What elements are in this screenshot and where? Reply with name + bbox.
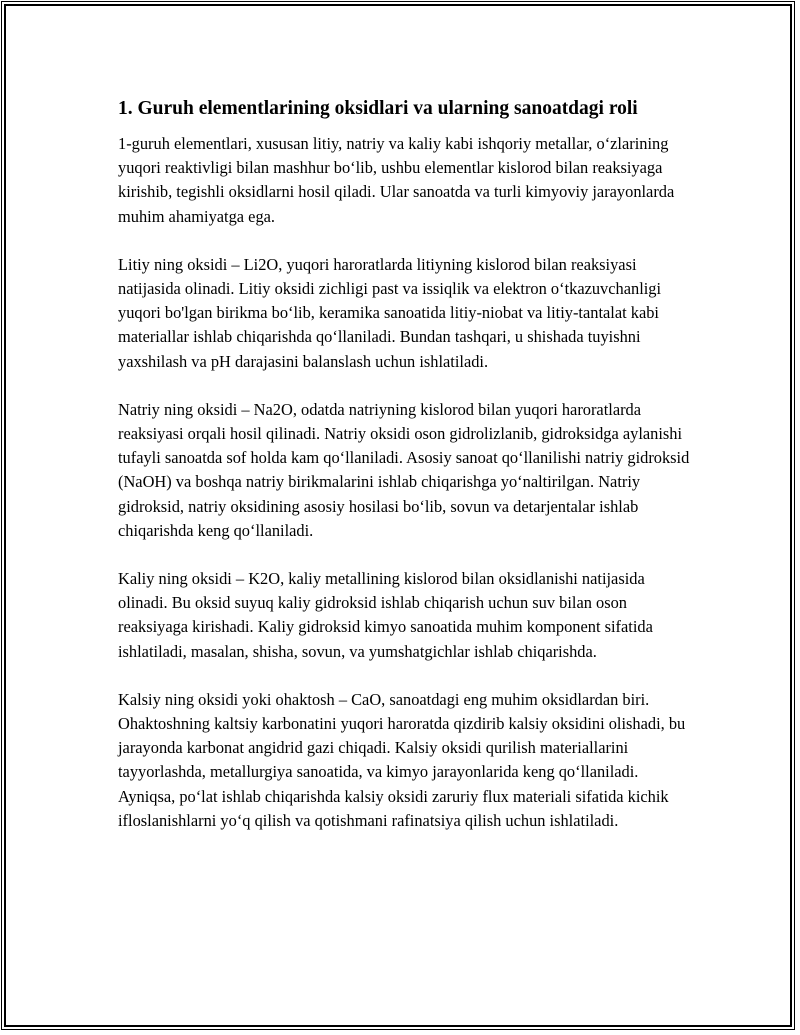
paragraph-calcium-oxide: Kalsiy ning oksidi yoki ohaktosh – CaO, sanoatdagi eng muhim oksidlardan biri. Ohaktoshning kaltsiy karbonatini yuqori haroratda qizdirib kalsiy oksidini olishadi, bu jarayonda karbonat angidrid gazi chiqadi. Kalsiy oksidi qurilish materiallarini tayyorlashda, metallurgiya sanoatida, va kimyo jarayonlarida keng qo‘llaniladi. Ayniqsa, po‘lat ishlab chiqarishda kalsiy oksidi zaruriy flux materiali sifatida kichik ifloslanishlarni yo‘q qilish va qotishmani rafinatsiya qilish uchun ishlatiladi.: [118, 689, 686, 830]
section-heading: 1. Guruh elementlarining oksidlari va ularning sanoatdagi roli: [118, 98, 638, 119]
paragraph-sodium-oxide: Natriy ning oksidi – Na2O, odatda natriyning kislorod bilan yuqori haroratlarda reaksiyasi orqali hosil qilinadi. Natriy oksidi oson gidrolizlanib, gidroksidga aylanishi tufayli sanoatda sof holda kam qo‘llaniladi. Asosiy sanoat qo‘llanilishi natriy gidroksid (NaOH) va boshqa natriy birikmalarini ishlab chiqarishga yo‘naltirilgan. Natriy gidroksid, natriy oksidining asosiy hosilasi bo‘lib, sovun va detarjentalar ishlab chiqarishda keng qo‘llaniladi.: [118, 399, 690, 540]
document-body: [118, 96, 690, 857]
paragraph-intro: 1-guruh elementlari, xususan litiy, natriy va kaliy kabi ishqoriy metallar, o‘zlarining yuqori reaktivligi bilan mashhur bo‘lib, ushbu elementlar kislorod bilan reaksiyaga kirishib, tegishli oksidlarni hosil qiladi. Ular sanoatda va turli kimyoviy jarayonlarda muhim ahamiyatga ega.: [118, 134, 675, 226]
paragraph-lithium-oxide: Litiy ning oksidi – Li2O, yuqori haroratlarda litiyning kislorod bilan reaksiyasi natijasida olinadi. Litiy oksidi zichligi past va issiqlik va elektron o‘tkazuvchanligi yuqori bo'lgan birikma bo‘lib, keramika sanoatida litiy-niobat va litiy-tantalat kabi materiallar ishlab chiqarishda qo‘llaniladi. Bundan tashqari, u shishada tuyishni yaxshilash va pH darajasini balanslash uchun ishlatiladi.: [118, 254, 662, 371]
paragraph-potassium-oxide: Kaliy ning oksidi – K2O, kaliy metallining kislorod bilan oksidlanishi natijasida olinadi. Bu oksid suyuq kaliy gidroksid ishlab chiqarish uchun suv bilan oson reaksiyaga kirishadi. Kaliy gidroksid kimyo sanoatida muhim komponent sifatida ishlatiladi, masalan, shisha, sovun, va yumshatgichlar ishlab chiqarishda.: [118, 569, 653, 661]
